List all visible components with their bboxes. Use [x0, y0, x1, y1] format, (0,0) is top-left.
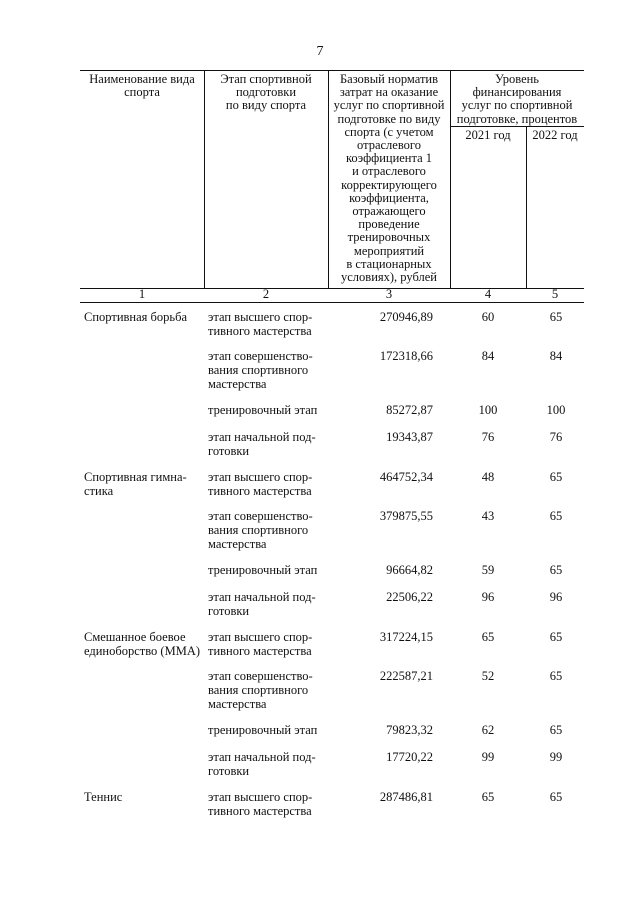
- header-top-border: [80, 70, 584, 71]
- funding-2022-value: 65: [549, 470, 563, 484]
- funding-2021-value: 76: [481, 430, 495, 444]
- header-col2-line: подготовки: [235, 85, 297, 100]
- funding-2022-value: 65: [549, 723, 563, 737]
- header-col45-line: услуг по спортивной: [461, 98, 573, 113]
- header-col3-line: услуг по спортивной: [333, 98, 445, 113]
- base-norm-value: 22506,22: [386, 590, 433, 604]
- sport-name-line: Смешанное боевое: [84, 630, 186, 644]
- header-col3-line: тренировочных: [347, 230, 431, 245]
- funding-2022-value: 65: [549, 669, 563, 683]
- funding-2021-value: 65: [481, 790, 495, 804]
- stage-name-line: этап совершенство-: [208, 509, 313, 523]
- funding-2021-value: 84: [481, 349, 495, 363]
- table-header: [80, 70, 584, 296]
- funding-2022-value: 96: [549, 590, 563, 604]
- funding-2022-value: 65: [549, 310, 563, 324]
- stage-name-line: готовки: [208, 444, 250, 458]
- stage-name-line: тивного мастерства: [208, 644, 312, 658]
- funding-2022-value: 76: [549, 430, 563, 444]
- header-col3-line: спорта (с учетом: [344, 124, 434, 139]
- stage-name-line: мастерства: [208, 697, 267, 711]
- base-norm-value: 287486,81: [379, 790, 433, 804]
- funding-2021-value: 59: [481, 563, 495, 577]
- stage-name: [208, 750, 326, 778]
- col-number-2: 2: [262, 287, 270, 301]
- header-year-2022: 2022 год: [532, 128, 578, 142]
- funding-2022-value: 65: [549, 509, 563, 523]
- base-norm-value: 379875,55: [379, 509, 433, 523]
- sport-name: [84, 630, 202, 658]
- stage-name-line: тренировочный этап: [208, 403, 318, 417]
- numbers-underline: [80, 302, 584, 303]
- header-col2-line: по виду спорта: [225, 98, 307, 113]
- sport-name-line: стика: [84, 484, 114, 498]
- stage-name-line: готовки: [208, 764, 250, 778]
- funding-2022-value: 65: [549, 790, 563, 804]
- funding-2022-value: 99: [549, 750, 563, 764]
- funding-2021-value: 48: [481, 470, 495, 484]
- stage-name-line: мастерства: [208, 537, 267, 551]
- stage-name: [208, 430, 326, 458]
- stage-name: [208, 590, 326, 618]
- stage-name-line: этап высшего спор-: [208, 790, 313, 804]
- header-col3-line: и отраслевого: [352, 164, 426, 179]
- header-col45-line: Уровень: [494, 72, 540, 86]
- stage-name-line: этап совершенство-: [208, 349, 313, 363]
- header-year-border: [450, 126, 584, 127]
- sport-name-line: Спортивная гимна-: [84, 470, 187, 484]
- stage-name: [208, 630, 326, 658]
- header-col3-line: подготовке по виду: [337, 111, 441, 126]
- header-col3-line: корректирующего: [341, 177, 437, 192]
- base-norm-value: 79823,32: [386, 723, 433, 737]
- stage-name: [208, 563, 326, 577]
- sport-name-line: единоборство (ММА): [84, 644, 201, 658]
- header-col3-line: затрат на оказание: [339, 85, 439, 100]
- base-norm-value: 96664,82: [386, 563, 433, 577]
- base-norm-value: 19343,87: [386, 430, 433, 444]
- header-col3-line: отраслевого: [357, 138, 421, 153]
- stage-name: [208, 310, 326, 338]
- header-col1-line: Наименование вида: [89, 72, 195, 86]
- stage-name-line: этап начальной под-: [208, 430, 316, 444]
- header-col2: [204, 73, 328, 113]
- stage-name-line: готовки: [208, 604, 250, 618]
- base-norm-value: 85272,87: [386, 403, 433, 417]
- stage-name-line: этап совершенство-: [208, 669, 313, 683]
- funding-2021-value: 100: [478, 403, 498, 417]
- stage-name-line: тивного мастерства: [208, 804, 312, 818]
- sport-name-line: Теннис: [84, 790, 123, 804]
- col-number-3: 3: [385, 287, 393, 301]
- sport-name: [84, 310, 202, 324]
- header-col3-line: коэффициента,: [349, 190, 429, 205]
- sport-name: [84, 790, 202, 804]
- stage-name-line: тренировочный этап: [208, 723, 318, 737]
- stage-name-line: этап начальной под-: [208, 590, 316, 604]
- header-col3-line: коэффициента 1: [345, 151, 433, 166]
- funding-2021-value: 99: [481, 750, 495, 764]
- sport-name: [84, 470, 202, 498]
- funding-2022-value: 65: [549, 563, 563, 577]
- funding-2021-value: 60: [481, 310, 495, 324]
- base-norm-value: 464752,34: [379, 470, 433, 484]
- stage-name-line: вания спортивного: [208, 523, 309, 537]
- funding-2021-value: 43: [481, 509, 495, 523]
- stage-name-line: тренировочный этап: [208, 563, 318, 577]
- header-col45-line: подготовке, процентов: [456, 111, 578, 126]
- base-norm-value: 222587,21: [379, 669, 433, 683]
- header-col45: [450, 73, 584, 126]
- base-norm-value: 317224,15: [379, 630, 433, 644]
- stage-name-line: мастерства: [208, 377, 267, 391]
- page-number: 7: [316, 44, 324, 59]
- stage-name: [208, 790, 326, 818]
- stage-name: [208, 509, 326, 551]
- stage-name-line: тивного мастерства: [208, 484, 312, 498]
- stage-name-line: этап начальной под-: [208, 750, 316, 764]
- funding-2021-value: 65: [481, 630, 495, 644]
- col-number-1: 1: [138, 287, 146, 301]
- stage-name: [208, 403, 326, 417]
- funding-2021-value: 52: [481, 669, 495, 683]
- funding-2021-value: 96: [481, 590, 495, 604]
- header-col3-line: Базовый норматив: [339, 72, 439, 86]
- funding-2022-value: 65: [549, 630, 563, 644]
- header-col3-line: проведение: [358, 217, 420, 232]
- header-col3-line: мероприятий: [353, 243, 425, 258]
- funding-2022-value: 84: [549, 349, 563, 363]
- col-number-5: 5: [551, 287, 559, 301]
- stage-name-line: вания спортивного: [208, 683, 309, 697]
- stage-name: [208, 349, 326, 391]
- stage-name-line: тивного мастерства: [208, 324, 312, 338]
- stage-name: [208, 470, 326, 498]
- header-divider-4: [526, 126, 527, 288]
- header-col45-line: финансирования: [472, 85, 562, 100]
- stage-name: [208, 723, 326, 737]
- stage-name-line: этап высшего спор-: [208, 470, 313, 484]
- header-col1-line: спорта: [124, 85, 160, 100]
- stage-name-line: вания спортивного: [208, 363, 309, 377]
- header-col3-line: отражающего: [352, 204, 426, 219]
- base-norm-value: 17720,22: [386, 750, 433, 764]
- funding-2022-value: 100: [546, 403, 566, 417]
- header-col2-line: Этап спортивной: [220, 72, 312, 86]
- header-year-2021: 2021 год: [465, 128, 511, 142]
- stage-name-line: этап высшего спор-: [208, 630, 313, 644]
- base-norm-value: 172318,66: [379, 349, 433, 363]
- header-col3: [328, 73, 450, 284]
- header-col3-line: условиях), рублей: [341, 270, 437, 285]
- base-norm-value: 270946,89: [379, 310, 433, 324]
- header-col1: [80, 73, 204, 99]
- stage-name: [208, 669, 326, 711]
- col-number-4: 4: [484, 287, 492, 301]
- sport-name-line: Спортивная борьба: [84, 310, 187, 324]
- header-col3-line: в стационарных: [346, 256, 432, 271]
- funding-2021-value: 62: [481, 723, 495, 737]
- stage-name-line: этап высшего спор-: [208, 310, 313, 324]
